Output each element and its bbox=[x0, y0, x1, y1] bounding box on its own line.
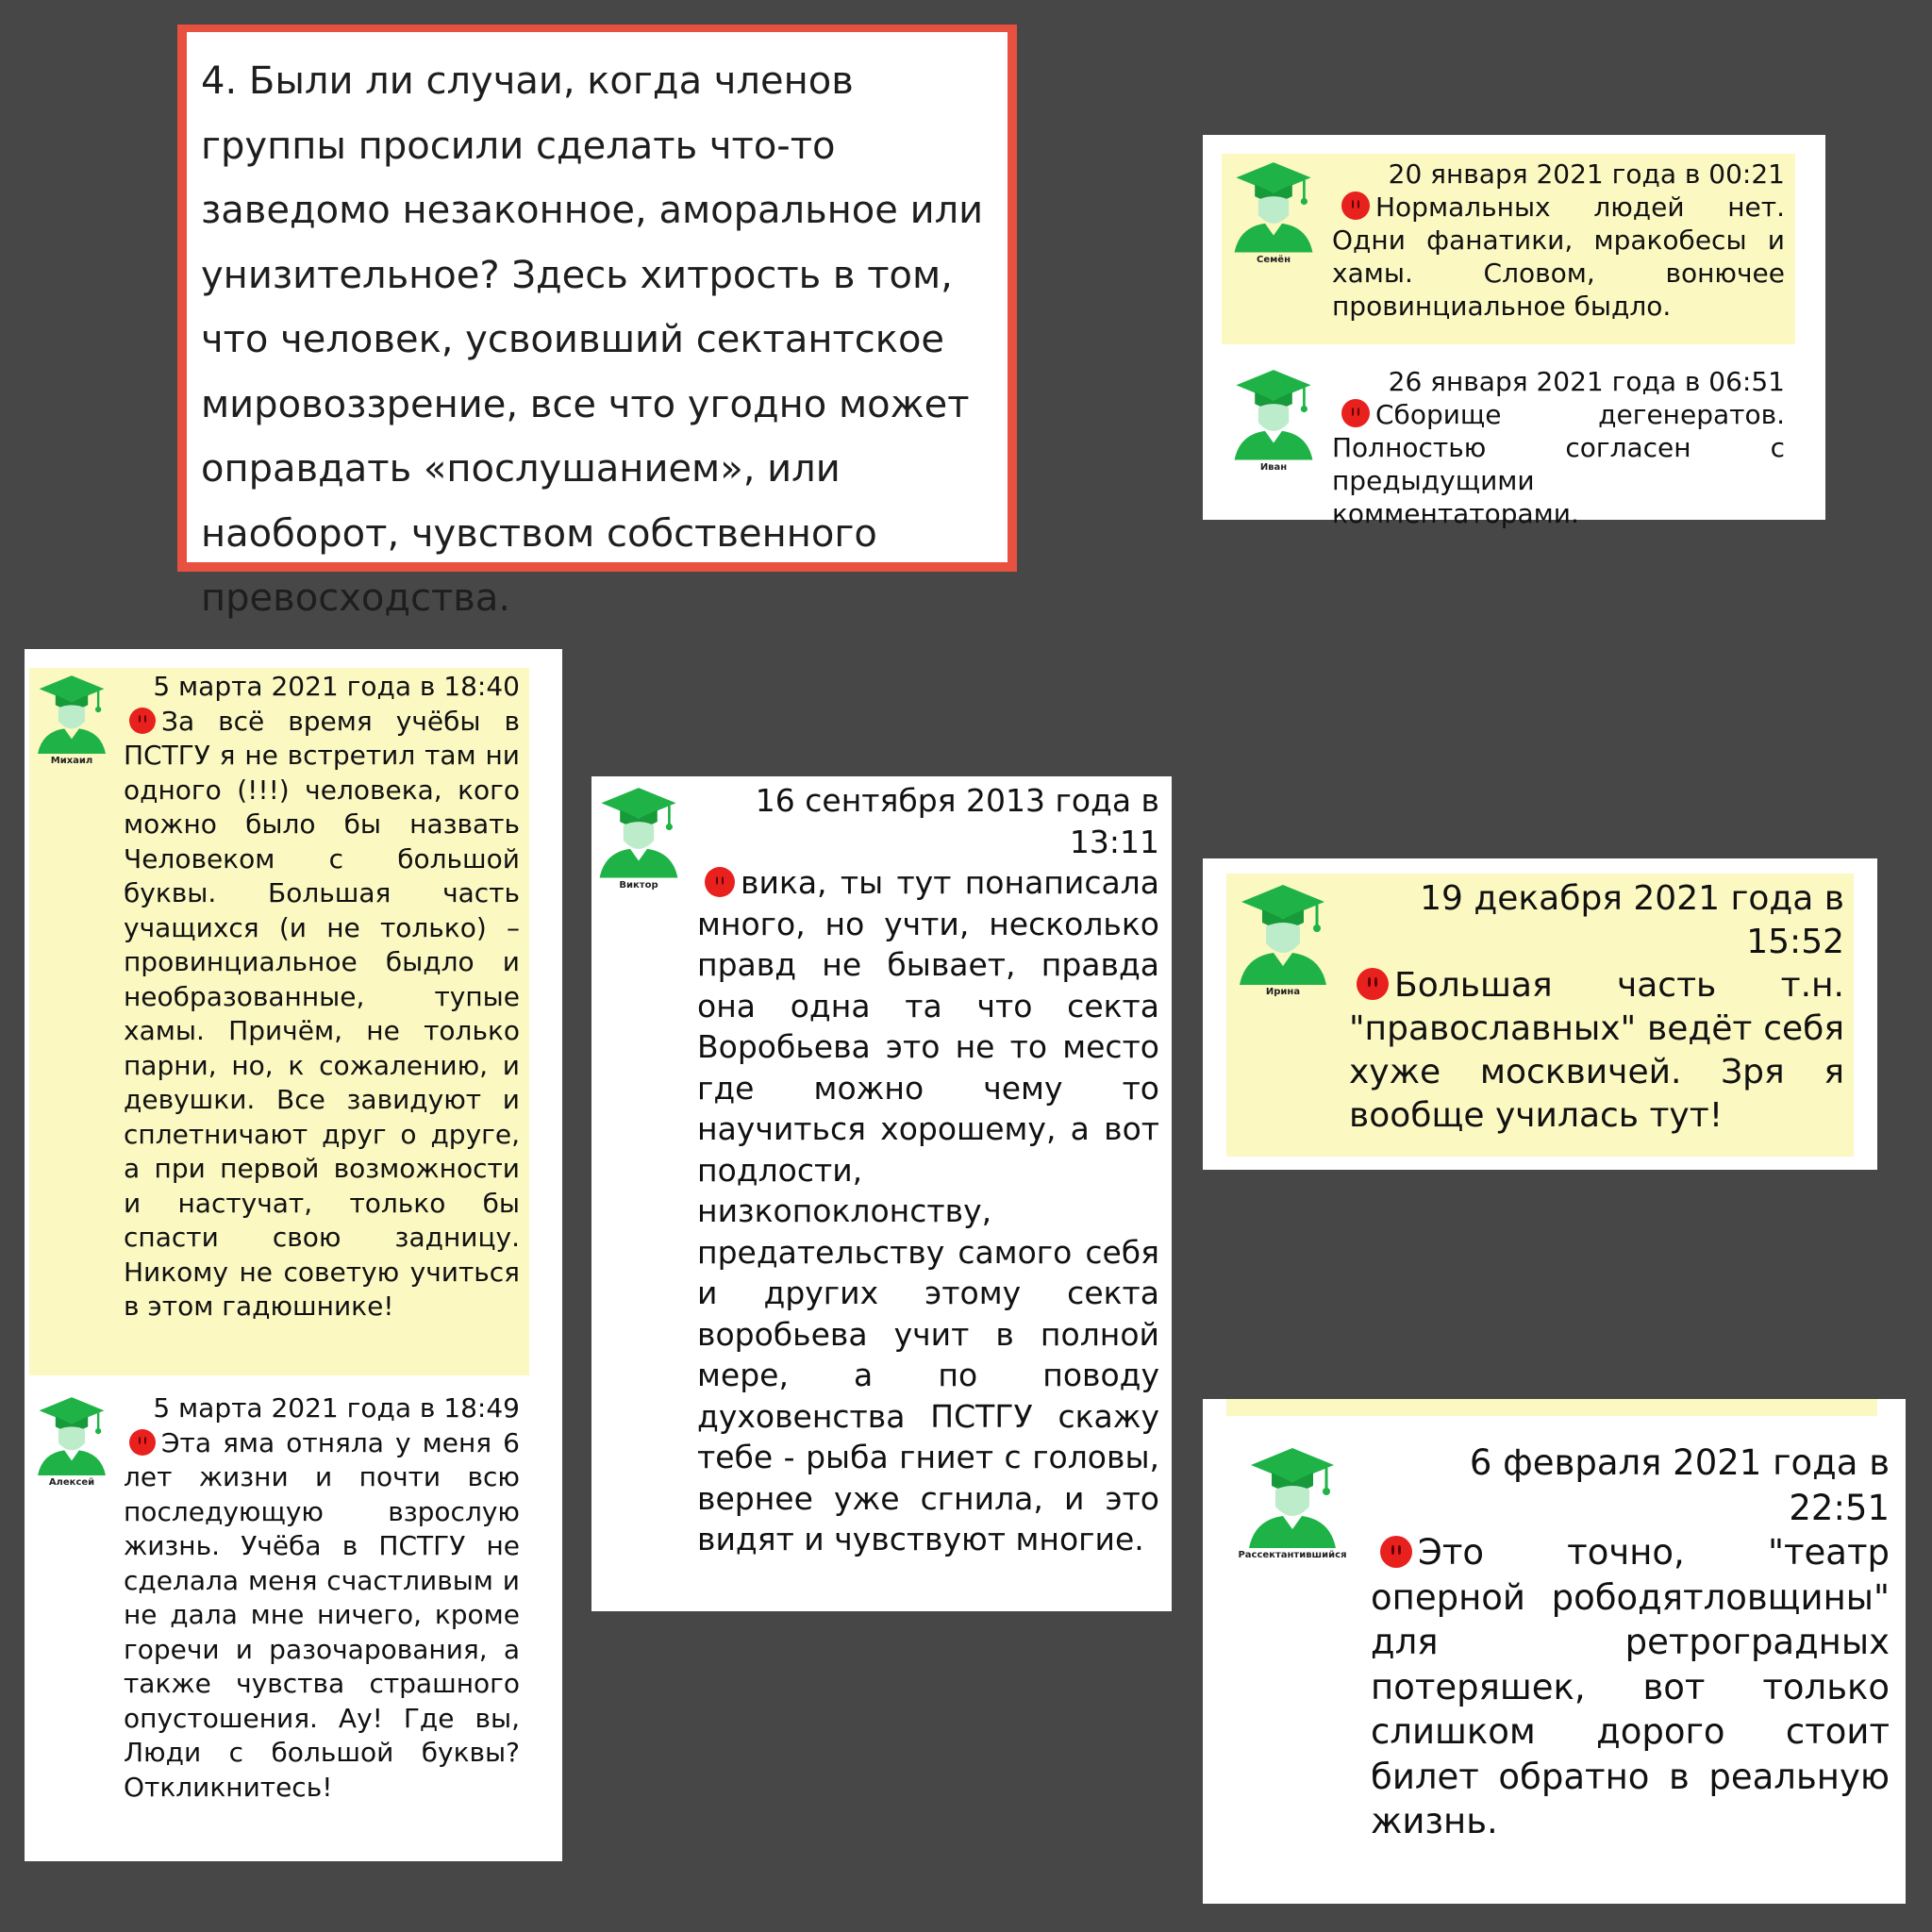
comment-text: Сборище дегенератов. Полностью согласен с предыдущими комментаторами. bbox=[1332, 399, 1785, 529]
comment-text: вика, ты тут понаписала много, но учти, несколько правд не бывает, правда она одна та что секта Воробьева это не то место где можно чему то научиться хорошему, а вот подлости, низкопоклонству, предательству самого себя и других этому секта воробьева учит в полной мере, а по поводу духовенства ПСТГУ скажу тебе - рыба гниет с головы, вернее уже сгнила, и это видят и чувствуют многие. bbox=[697, 864, 1159, 1557]
comment-text: Это точно, "театр оперной рободятловщины" для ретроградных потеряшек, вот только слишком дорого стоит билет обратно в реальную жизнь. bbox=[1371, 1532, 1890, 1841]
avatar-irina: Ирина bbox=[1226, 881, 1340, 997]
comments-card-5 bbox=[1203, 1399, 1906, 1904]
angry-face-icon bbox=[1357, 968, 1389, 1000]
graduate-avatar-icon bbox=[34, 1394, 109, 1475]
comment-date: 6 февраля 2021 года в 22:51 bbox=[1469, 1442, 1890, 1528]
graduate-avatar-icon bbox=[34, 673, 109, 754]
highlight-strip bbox=[1226, 1399, 1877, 1416]
avatar-rassektantivshiysya: Рассектантившийся bbox=[1222, 1444, 1363, 1560]
comment-date: 19 декабря 2021 года в 15:52 bbox=[1420, 879, 1844, 961]
comments-card-4 bbox=[1203, 858, 1877, 1170]
comment-viktor bbox=[591, 776, 1172, 1611]
comment-rassektantivshiysya bbox=[1203, 1437, 1906, 1899]
avatar-ivan: Иван bbox=[1226, 366, 1321, 473]
comments-card-1 bbox=[1203, 135, 1825, 529]
comment-irina bbox=[1226, 874, 1854, 1157]
comment-body bbox=[697, 780, 1159, 1560]
graduate-avatar-icon bbox=[1245, 1444, 1340, 1548]
avatar-aleksey: Алексей bbox=[29, 1394, 114, 1488]
comments-card-2 bbox=[25, 649, 562, 1861]
angry-face-icon bbox=[129, 708, 156, 734]
graduate-avatar-icon bbox=[1231, 366, 1316, 460]
comment-semyon bbox=[1222, 154, 1795, 344]
avatar-viktor: Виктор bbox=[591, 784, 686, 891]
comment-body bbox=[1332, 158, 1785, 323]
angry-face-icon bbox=[1380, 1536, 1412, 1568]
comment-body bbox=[1349, 877, 1844, 1138]
comment-text: За всё время учёбы в ПСТГУ я не встретил там ни одного (!!!) человека, кого можно было бы назвать Человеком с большой буквы. Большая часть учащихся (и не только) – провинциальное быдло и необразованные, тупые хамы. Причём, не только парни, но, к сожалению, и девушки. Все завидуют и сплетничают друг о друге, а при первой возможности и настучат, только бы спасти свою задницу. Никому не советую учиться в этом гадюшнике! bbox=[124, 705, 520, 1322]
comment-text: Нормальных людей нет. Одни фанатики, мракобесы и хамы. Словом, вонючее провинциальное быдло. bbox=[1332, 192, 1785, 322]
avatar-semyon: Семён bbox=[1226, 158, 1321, 265]
graduate-avatar-icon bbox=[1236, 881, 1330, 985]
comment-date: 20 января 2021 года в 00:21 bbox=[1388, 158, 1785, 190]
angry-face-icon bbox=[129, 1429, 156, 1456]
comment-date: 16 сентября 2013 года в 13:11 bbox=[755, 782, 1159, 860]
comment-date: 26 января 2021 года в 06:51 bbox=[1388, 366, 1785, 397]
comment-body bbox=[124, 670, 520, 1324]
comment-ivan bbox=[1222, 361, 1795, 529]
comments-card-3 bbox=[591, 776, 1172, 1611]
comment-body bbox=[1371, 1441, 1890, 1844]
comment-text: Эта яма отняла у меня 6 лет жизни и почти всю последующую взрослую жизнь. Учёба в ПСТГУ не сделала меня счастливым и не дала мне ничего, кроме горечи и разочарования, а также чувства страшного опустошения. Ау! Где вы, Люди с большой буквы? Откликнитесь! bbox=[124, 1426, 520, 1803]
angry-face-icon bbox=[1341, 399, 1370, 427]
graduate-avatar-icon bbox=[596, 784, 681, 878]
comment-date: 5 марта 2021 года в 18:49 bbox=[153, 1392, 520, 1424]
comment-date: 5 марта 2021 года в 18:40 bbox=[153, 671, 520, 702]
comment-text: Большая часть т.н. "православных" ведёт себя хуже москвичей. Зря я вообще училась тут! bbox=[1349, 966, 1844, 1135]
question-text: 4. Были ли случаи, когда членов группы просили сделать что-то заведомо незаконное, аморальное или унизительное? Здесь хитрость в том, что человек, усвоивший сектантское мировоззрение, все что угодно может оправдать «послушанием», или наоборот, чувством собственного превосходства. bbox=[201, 59, 984, 620]
graduate-avatar-icon bbox=[1231, 158, 1316, 253]
avatar-mikhail: Михаил bbox=[29, 673, 114, 766]
angry-face-icon bbox=[1341, 192, 1370, 220]
comment-mikhail bbox=[29, 668, 529, 1375]
comment-aleksey bbox=[29, 1390, 529, 1852]
comment-body bbox=[1332, 365, 1785, 530]
angry-face-icon bbox=[705, 867, 735, 897]
question-card bbox=[177, 25, 1017, 620]
comment-body bbox=[124, 1391, 520, 1805]
